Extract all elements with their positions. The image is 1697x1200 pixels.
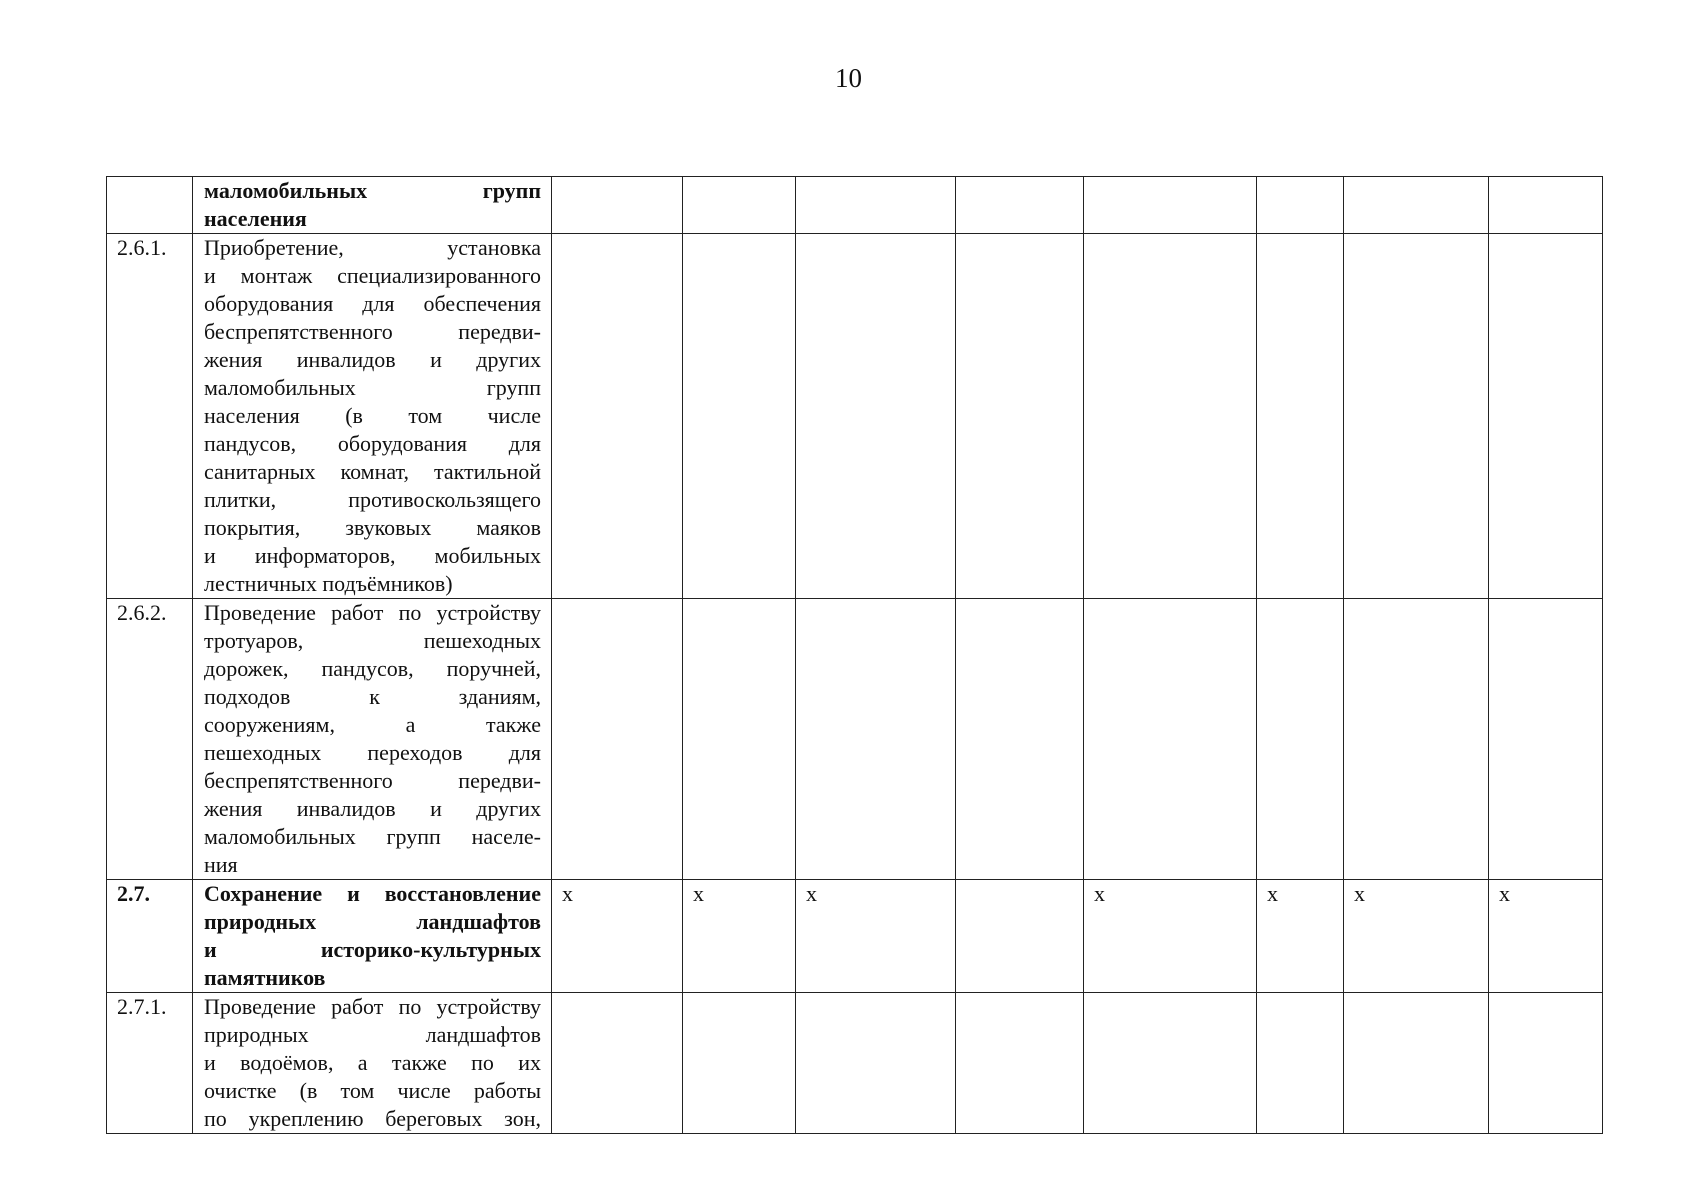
- description-line: [204, 374, 541, 402]
- description-line: [204, 823, 541, 851]
- description-word: мобильных: [434, 543, 541, 568]
- description-word: водоёмов,: [240, 1050, 334, 1075]
- description-word: дорожек,: [204, 656, 289, 681]
- mark-cell: [1489, 177, 1603, 234]
- description-word: населения: [204, 403, 300, 428]
- description-word: береговых: [385, 1106, 483, 1131]
- description-word: беспрепятственного: [204, 319, 393, 344]
- description-word: для: [362, 291, 395, 316]
- description-line: [204, 234, 541, 262]
- mark-cell: [1489, 234, 1603, 599]
- mark-cell: x: [1257, 880, 1344, 993]
- description-word: также: [391, 1050, 447, 1075]
- description-word: групп: [386, 824, 441, 849]
- description-word: работы: [473, 1078, 541, 1103]
- mark-cell: [1084, 234, 1257, 599]
- description-line: [204, 711, 541, 739]
- description-word: населе-: [471, 824, 541, 849]
- mark-cell: [1084, 993, 1257, 1134]
- description-line: [204, 599, 541, 627]
- mark-cell: x: [552, 880, 683, 993]
- description-word: противоскользящего: [348, 487, 541, 512]
- description-word: маяков: [476, 515, 541, 540]
- description-word: устройству: [436, 600, 541, 625]
- description-word: жения: [204, 796, 263, 821]
- mark-cell: [1344, 599, 1489, 880]
- description-word: переходов: [367, 740, 463, 765]
- description-line: [204, 1021, 541, 1049]
- description-line: [204, 402, 541, 430]
- mark-cell: x: [1489, 880, 1603, 993]
- mark-cell: [552, 177, 683, 234]
- description-line: [204, 1105, 541, 1133]
- description-line: [204, 514, 541, 542]
- description-word: пешеходных: [423, 628, 541, 653]
- row-number: 2.7.: [107, 880, 193, 993]
- row-description: [193, 234, 552, 599]
- description-word: по: [471, 1050, 494, 1075]
- description-line: [204, 1077, 541, 1105]
- description-word: инвалидов: [296, 796, 396, 821]
- mark-cell: [956, 234, 1084, 599]
- description-word: к: [369, 684, 380, 709]
- description-word: лестничных подъёмников): [204, 571, 453, 596]
- mark-cell: x: [683, 880, 796, 993]
- description-line: [204, 177, 541, 205]
- description-word: и: [430, 796, 442, 821]
- mark-cell: x: [1344, 880, 1489, 993]
- description-line: [204, 290, 541, 318]
- mark-cell: [1489, 993, 1603, 1134]
- description-word: санитарных: [204, 459, 316, 484]
- description-line: [204, 570, 541, 598]
- mark-cell: [1257, 599, 1344, 880]
- description-word: и: [204, 263, 216, 288]
- description-word: маломобильных: [204, 178, 368, 203]
- description-word: звуковых: [345, 515, 432, 540]
- description-word: работ: [331, 994, 384, 1019]
- description-word: а: [405, 712, 416, 737]
- description-word: установка: [447, 235, 541, 260]
- mark-cell: [552, 599, 683, 880]
- description-line: [204, 430, 541, 458]
- description-word: природных: [204, 1022, 309, 1047]
- mark-cell: [796, 599, 956, 880]
- description-word: покрытия,: [204, 515, 301, 540]
- description-word: зданиям,: [458, 684, 541, 709]
- page-number: 10: [835, 63, 862, 93]
- mark-cell: [1257, 234, 1344, 599]
- description-word: Сохранение: [204, 881, 323, 906]
- description-word: Приобретение,: [204, 235, 344, 260]
- description-word: групп: [482, 178, 541, 203]
- description-line: [204, 739, 541, 767]
- description-word: оборудования: [337, 431, 468, 456]
- description-word: комнат,: [340, 459, 410, 484]
- description-word: том: [408, 403, 443, 428]
- row-description: [193, 177, 552, 234]
- description-line: [204, 542, 541, 570]
- description-word: информаторов,: [254, 543, 396, 568]
- description-line: [204, 346, 541, 374]
- mark-cell: [552, 234, 683, 599]
- description-word: тротуаров,: [204, 628, 304, 653]
- row-number: [107, 177, 193, 234]
- description-word: сооружениям,: [204, 712, 335, 737]
- description-word: зон,: [504, 1106, 541, 1131]
- description-word: а: [357, 1050, 368, 1075]
- description-word: их: [518, 1050, 541, 1075]
- mark-cell: [1084, 599, 1257, 880]
- description-word: природных: [204, 909, 317, 934]
- description-line: [204, 458, 541, 486]
- description-word: укреплению: [248, 1106, 364, 1131]
- description-word: по: [398, 994, 422, 1019]
- description-word: том: [340, 1078, 375, 1103]
- description-word: Проведение: [204, 994, 316, 1019]
- mark-cell: [683, 234, 796, 599]
- table-row: [107, 234, 1603, 599]
- mark-cell: [1344, 234, 1489, 599]
- mark-cell: [552, 993, 683, 1134]
- mark-cell: x: [796, 880, 956, 993]
- description-word: ния: [204, 852, 238, 877]
- mark-cell: [956, 880, 1084, 993]
- description-line: [204, 1049, 541, 1077]
- description-word: и: [204, 543, 216, 568]
- description-line: [204, 795, 541, 823]
- description-word: (в: [299, 1078, 318, 1103]
- description-line: [204, 851, 541, 879]
- mark-cell: [956, 993, 1084, 1134]
- row-number: 2.6.2.: [107, 599, 193, 880]
- description-word: передви-: [458, 768, 541, 793]
- description-word: и: [347, 881, 360, 906]
- mark-cell: [796, 234, 956, 599]
- mark-cell: [796, 993, 956, 1134]
- description-word: устройству: [436, 994, 541, 1019]
- mark-cell: [1084, 177, 1257, 234]
- description-word: для: [508, 740, 541, 765]
- description-word: также: [485, 712, 541, 737]
- mark-cell: [683, 599, 796, 880]
- description-line: [204, 880, 541, 908]
- description-word: маломобильных: [204, 375, 356, 400]
- description-word: Проведение: [204, 600, 316, 625]
- row-description: [193, 993, 552, 1134]
- description-word: пандусов,: [321, 656, 414, 681]
- row-description: [193, 880, 552, 993]
- description-line: [204, 318, 541, 346]
- description-line: [204, 262, 541, 290]
- description-word: обеспечения: [423, 291, 541, 316]
- description-line: [204, 486, 541, 514]
- description-word: пешеходных: [204, 740, 322, 765]
- mark-cell: [1344, 993, 1489, 1134]
- description-word: по: [204, 1106, 227, 1131]
- description-word: подходов: [204, 684, 291, 709]
- mark-cell: [1257, 993, 1344, 1134]
- description-line: [204, 767, 541, 795]
- row-number: 2.6.1.: [107, 234, 193, 599]
- description-word: жения: [204, 347, 263, 372]
- mark-cell: [683, 177, 796, 234]
- description-word: монтаж: [240, 263, 313, 288]
- description-line: [204, 993, 541, 1021]
- mark-cell: [1257, 177, 1344, 234]
- description-word: работ: [331, 600, 384, 625]
- description-word: оборудования: [204, 291, 334, 316]
- description-word: числе: [487, 403, 541, 428]
- description-line: [204, 936, 541, 964]
- mark-cell: [1344, 177, 1489, 234]
- mark-cell: [1489, 599, 1603, 880]
- description-word: историко-культурных: [320, 937, 541, 962]
- description-word: (в: [345, 403, 363, 428]
- table-row: [107, 993, 1603, 1134]
- description-word: числе: [397, 1078, 451, 1103]
- mark-cell: [956, 599, 1084, 880]
- description-word: очистке: [204, 1078, 277, 1103]
- description-word: ландшафтов: [416, 909, 541, 934]
- description-line: [204, 964, 541, 992]
- description-word: поручней,: [446, 656, 541, 681]
- description-word: и: [204, 937, 217, 962]
- description-word: маломобильных: [204, 824, 356, 849]
- description-line: [204, 655, 541, 683]
- description-line: [204, 908, 541, 936]
- mark-cell: x: [1084, 880, 1257, 993]
- description-word: передви-: [458, 319, 541, 344]
- description-word: и: [430, 347, 442, 372]
- description-word: других: [476, 796, 541, 821]
- description-word: тактильной: [434, 459, 541, 484]
- description-line: [204, 627, 541, 655]
- description-word: специализированного: [337, 263, 541, 288]
- description-word: и: [204, 1050, 216, 1075]
- description-word: плитки,: [204, 487, 277, 512]
- description-word: ландшафтов: [425, 1022, 541, 1047]
- description-word: инвалидов: [296, 347, 396, 372]
- description-word: памятников: [204, 965, 326, 990]
- table-row: [107, 599, 1603, 880]
- description-line: [204, 683, 541, 711]
- mark-cell: [796, 177, 956, 234]
- row-number: 2.7.1.: [107, 993, 193, 1134]
- description-word: пандусов,: [204, 431, 297, 456]
- mark-cell: [683, 993, 796, 1134]
- table-row: [107, 880, 1603, 993]
- table-row: [107, 177, 1603, 234]
- description-word: по: [398, 600, 422, 625]
- description-word: для: [508, 431, 541, 456]
- program-table: [106, 176, 1603, 1134]
- description-word: других: [476, 347, 541, 372]
- row-description: [193, 599, 552, 880]
- mark-cell: [956, 177, 1084, 234]
- description-word: восстановление: [384, 881, 541, 906]
- description-word: населения: [204, 206, 307, 231]
- description-line: [204, 205, 541, 233]
- description-word: групп: [486, 375, 541, 400]
- description-word: беспрепятственного: [204, 768, 393, 793]
